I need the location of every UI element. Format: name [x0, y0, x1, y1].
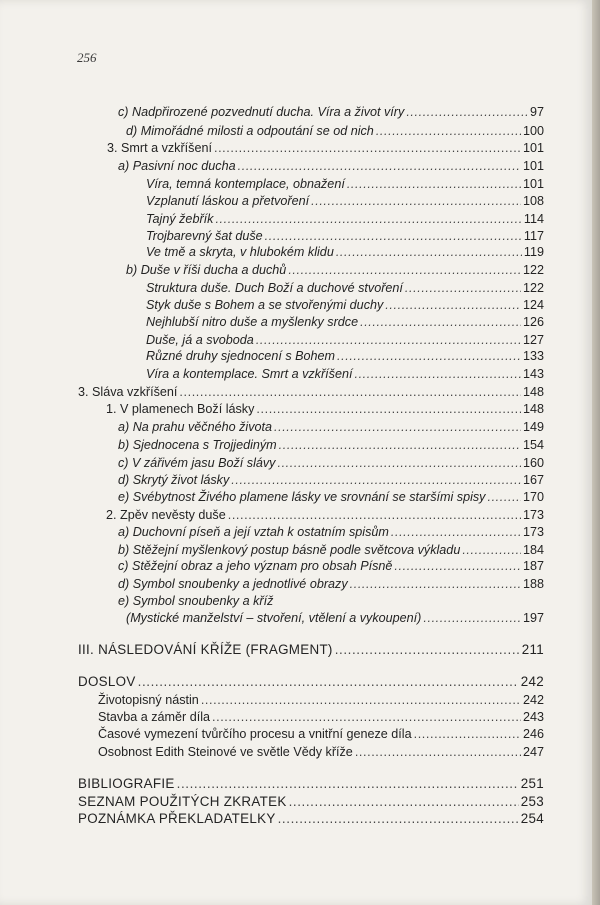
- toc-entry-page: 197: [522, 611, 544, 625]
- toc-entry-page: 149: [522, 420, 544, 434]
- toc-entry: [146, 296, 544, 314]
- dot-leader: [394, 557, 521, 575]
- toc-entry: [146, 192, 544, 210]
- toc-entry-title: Styk duše s Bohem a se stvořenými duchy: [146, 298, 384, 312]
- toc-entry: [78, 673, 544, 691]
- toc-entry: [107, 139, 544, 157]
- toc-entry-page: 173: [522, 508, 544, 522]
- toc-entry: [146, 365, 544, 383]
- toc-entry-title: (Mystické manželství – stvoření, vtělení a vykoupení): [126, 611, 422, 625]
- dot-leader: [391, 523, 521, 541]
- toc-entry: [146, 347, 544, 365]
- toc-entry-page: 101: [522, 141, 544, 155]
- toc-entry: [118, 418, 544, 436]
- toc-entry: [118, 454, 544, 472]
- dot-leader: [487, 488, 521, 506]
- toc-entry-title: c) Stěžejní obraz a jeho význam pro obsah Písně: [118, 559, 393, 573]
- toc-entry-page: 251: [520, 776, 544, 791]
- toc-entry-title: 3. Smrt a vzkříšení: [107, 141, 212, 155]
- toc-entry-page: 117: [523, 229, 544, 243]
- dot-leader: [423, 609, 521, 627]
- toc-entry: [118, 592, 544, 610]
- toc-entry: [106, 506, 544, 524]
- toc-entry-page: 101: [522, 177, 544, 191]
- toc-entry: [78, 775, 544, 793]
- dot-leader: [277, 454, 521, 472]
- toc-entry-page: 253: [520, 794, 544, 809]
- toc-entry-title: e) Symbol snoubenky a kříž: [118, 594, 274, 608]
- toc-entry: [78, 793, 544, 811]
- toc-entry-page: 243: [522, 710, 544, 724]
- dot-leader: [212, 708, 521, 726]
- toc-entry-page: 188: [522, 577, 544, 591]
- toc-entry: [78, 641, 544, 659]
- toc-entry-page: 101: [522, 159, 544, 173]
- toc-entry-page: 148: [522, 385, 544, 399]
- toc-entry-title: Nejhlubší nitro duše a myšlenky srdce: [146, 315, 359, 329]
- toc-entry-title: a) Na prahu věčného života: [118, 420, 273, 434]
- toc-entry-page: 254: [520, 811, 544, 826]
- toc-entry-title: Osobnost Edith Steinové ve světle Vědy kříže: [98, 745, 353, 759]
- dot-leader: [337, 347, 521, 365]
- toc-entry-title: Časové vymezení tvůrčího procesu a vnitřní geneze díla: [98, 727, 412, 741]
- dot-leader: [256, 400, 521, 418]
- toc-entry-title: d) Symbol snoubenky a jednotlivé obrazy: [118, 577, 348, 591]
- dot-leader: [228, 506, 521, 524]
- toc-entry-title: d) Mimořádné milosti a odpoutání se od nich: [126, 124, 374, 138]
- toc-entry: [126, 261, 544, 279]
- page-edge: [592, 0, 600, 905]
- toc-entry-title: Struktura duše. Duch Boží a duchové stvoření: [146, 281, 403, 295]
- toc-entry: [78, 383, 544, 401]
- toc-entry: [118, 488, 544, 506]
- toc-entry: [118, 436, 544, 454]
- toc-entry: [118, 557, 544, 575]
- toc-entry-title: 1. V plamenech Boží lásky: [106, 402, 255, 416]
- dot-leader: [311, 192, 521, 210]
- toc-entry-page: 133: [522, 349, 544, 363]
- toc-entry: [98, 691, 544, 709]
- toc-entry-title: Víra, temná kontemplace, obnažení: [146, 177, 345, 191]
- toc-entry-title: Víra a kontemplace. Smrt a vzkříšení: [146, 367, 353, 381]
- toc-entry: [146, 210, 544, 228]
- toc-entry-title: a) Pasivní noc ducha: [118, 159, 236, 173]
- dot-leader: [289, 793, 519, 811]
- toc-entry-page: 100: [522, 124, 544, 138]
- toc-entry-title: 3. Sláva vzkříšení: [78, 385, 178, 399]
- toc-entry-title: POZNÁMKA PŘEKLADATELKY: [78, 811, 276, 826]
- toc-entry-title: b) Duše v říši ducha a duchů: [126, 263, 287, 277]
- toc-entry: [146, 313, 544, 331]
- dot-leader: [376, 122, 521, 140]
- toc-entry-page: 154: [522, 438, 544, 452]
- toc-entry-title: a) Duchovní píseň a její vztah k ostatním spisům: [118, 525, 389, 539]
- toc-entry-page: 114: [523, 212, 544, 226]
- dot-leader: [414, 725, 521, 743]
- toc-entry: [146, 175, 544, 193]
- toc-entry-page: 211: [521, 642, 544, 657]
- dot-leader: [138, 673, 519, 691]
- toc-entry-page: 97: [529, 105, 544, 119]
- dot-leader: [385, 296, 521, 314]
- toc-entry-page: 247: [522, 745, 544, 759]
- toc-entry-page: 160: [522, 456, 544, 470]
- toc-entry-title: Ve tmě a skryta, v hlubokém klidu: [146, 245, 334, 259]
- toc-entry-title: c) V zářivém jasu Boží slávy: [118, 456, 276, 470]
- dot-leader: [214, 139, 521, 157]
- toc-entry: [98, 708, 544, 726]
- toc-entry-page: 126: [522, 315, 544, 329]
- dot-leader: [201, 691, 521, 709]
- dot-leader: [179, 383, 521, 401]
- toc-entry: [146, 279, 544, 297]
- dot-leader: [350, 575, 521, 593]
- dot-leader: [279, 436, 521, 454]
- toc-entry: [126, 122, 544, 140]
- toc-entry-title: Duše, já a svoboda: [146, 333, 254, 347]
- toc-entry-title: d) Skrytý život lásky: [118, 473, 230, 487]
- dot-leader: [238, 157, 521, 175]
- toc-entry-page: 184: [522, 543, 544, 557]
- dot-leader: [274, 418, 521, 436]
- dot-leader: [215, 210, 521, 228]
- dot-leader: [405, 279, 521, 297]
- toc-entry-title: Vzplanutí láskou a přetvoření: [146, 194, 310, 208]
- dot-leader: [231, 471, 521, 489]
- toc-entry-title: SEZNAM POUŽITÝCH ZKRATEK: [78, 794, 287, 809]
- toc-entry-title: b) Stěžejní myšlenkový postup básně podle světcova výkladu: [118, 543, 461, 557]
- dot-leader: [335, 641, 520, 659]
- toc-entry-page: 170: [522, 490, 544, 504]
- dot-leader: [336, 243, 522, 261]
- toc-entry-page: 122: [522, 281, 544, 295]
- toc-entry-title: e) Svébytnost Živého plamene lásky ve srovnání se staršími spisy: [118, 490, 486, 504]
- dot-leader: [278, 810, 519, 828]
- toc-entry: [126, 609, 544, 627]
- toc-entry-page: 143: [522, 367, 544, 381]
- dot-leader: [354, 365, 521, 383]
- toc-entry-page: 173: [522, 525, 544, 539]
- toc-entry-page: 187: [522, 559, 544, 573]
- dot-leader: [347, 175, 521, 193]
- toc-entry: [106, 400, 544, 418]
- toc-entry-title: DOSLOV: [78, 674, 136, 689]
- toc-entry-page: 124: [522, 298, 544, 312]
- toc-entry: [118, 471, 544, 489]
- toc-entry: [98, 743, 544, 761]
- toc-entry-title: Životopisný nástin: [98, 693, 199, 707]
- toc-entry-title: Různé druhy sjednocení s Bohem: [146, 349, 336, 363]
- toc-entry-title: Trojbarevný šat duše: [146, 229, 263, 243]
- dot-leader: [355, 743, 521, 761]
- dot-leader: [288, 261, 521, 279]
- toc-entry-title: Stavba a záměr díla: [98, 710, 211, 724]
- toc-entry: [146, 243, 544, 261]
- toc-entry-page: 122: [522, 263, 544, 277]
- toc-entry: [118, 103, 544, 121]
- toc-entry-page: 242: [522, 693, 544, 707]
- toc-entry-title: III. NÁSLEDOVÁNÍ KŘÍŽE (FRAGMENT): [78, 642, 333, 657]
- toc-entry: [98, 725, 544, 743]
- toc-entry-title: BIBLIOGRAFIE: [78, 776, 175, 791]
- dot-leader: [360, 313, 521, 331]
- toc-entry-page: 242: [520, 674, 544, 689]
- dot-leader: [177, 775, 519, 793]
- toc-entry-page: 148: [522, 402, 544, 416]
- toc-entry: [118, 523, 544, 541]
- toc-entry: [78, 810, 544, 828]
- toc-entry-page: 167: [522, 473, 544, 487]
- toc-entry-title: Tajný žebřík: [146, 212, 214, 226]
- toc-entry-page: 108: [522, 194, 544, 208]
- toc-entry-title: b) Sjednocena s Trojjediným: [118, 438, 277, 452]
- page-number: 256: [77, 50, 97, 65]
- toc-entry-page: 127: [522, 333, 544, 347]
- toc-entry-title: 2. Zpěv nevěsty duše: [106, 508, 226, 522]
- dot-leader: [406, 103, 528, 121]
- toc-entry: [118, 575, 544, 593]
- toc-entry-page: 246: [522, 727, 544, 741]
- toc-entry-page: 119: [523, 245, 544, 259]
- toc-entry-title: c) Nadpřirozené pozvednutí ducha. Víra a život víry: [118, 105, 405, 119]
- toc-entry: [118, 157, 544, 175]
